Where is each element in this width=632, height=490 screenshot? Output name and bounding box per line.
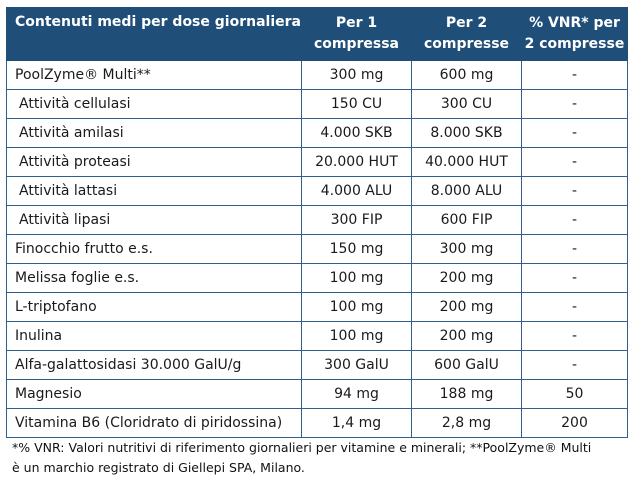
amount-per-1: 300 mg — [302, 61, 412, 90]
ingredient-name: Inulina — [7, 322, 302, 351]
amount-per-1: 100 mg — [302, 293, 412, 322]
amount-per-2: 188 mg — [412, 380, 522, 409]
table-row — [7, 119, 628, 148]
ingredient-name: Attività lattasi — [7, 177, 302, 206]
header-content — [7, 8, 302, 61]
amount-per-2: 300 CU — [412, 90, 522, 119]
table-row — [7, 206, 628, 235]
table-row — [7, 264, 628, 293]
header-vnr-line1: % VNR* per — [529, 15, 620, 31]
ingredient-name: Melissa foglie e.s. — [7, 264, 302, 293]
ingredient-name: Attività amilasi — [7, 119, 302, 148]
vnr-percent: - — [522, 264, 628, 293]
table-row — [7, 148, 628, 177]
header-per-1-line2: compressa — [313, 36, 400, 52]
amount-per-2: 600 mg — [412, 61, 522, 90]
ingredient-name: Magnesio — [7, 380, 302, 409]
amount-per-2: 8.000 ALU — [412, 177, 522, 206]
amount-per-1: 4.000 SKB — [302, 119, 412, 148]
vnr-percent: - — [522, 235, 628, 264]
table-row — [7, 409, 628, 438]
table-row — [7, 177, 628, 206]
header-row — [7, 8, 628, 61]
ingredient-name: PoolZyme® Multi** — [7, 61, 302, 90]
amount-per-1: 100 mg — [302, 264, 412, 293]
amount-per-2: 300 mg — [412, 235, 522, 264]
table-row — [7, 90, 628, 119]
vnr-percent: - — [522, 322, 628, 351]
vnr-percent: - — [522, 119, 628, 148]
header-per-1 — [302, 8, 412, 61]
amount-per-1: 300 GalU — [302, 351, 412, 380]
nutrition-table-container — [6, 7, 627, 438]
vnr-percent: - — [522, 206, 628, 235]
ingredient-name: Attività cellulasi — [7, 90, 302, 119]
table-row — [7, 351, 628, 380]
header-per-1-line1: Per 1 — [335, 15, 378, 31]
vnr-percent: - — [522, 351, 628, 380]
amount-per-2: 600 FIP — [412, 206, 522, 235]
header-vnr — [522, 8, 628, 61]
header-content-label: Contenuti medi per dose giornaliera — [15, 14, 301, 30]
amount-per-1: 100 mg — [302, 322, 412, 351]
vnr-percent: 200 — [522, 409, 628, 438]
amount-per-1: 150 mg — [302, 235, 412, 264]
nutrition-table — [6, 7, 628, 438]
header-per-2-line1: Per 2 — [445, 15, 488, 31]
amount-per-2: 2,8 mg — [412, 409, 522, 438]
amount-per-2: 200 mg — [412, 264, 522, 293]
table-row — [7, 61, 628, 90]
amount-per-2: 600 GalU — [412, 351, 522, 380]
amount-per-1: 300 FIP — [302, 206, 412, 235]
vnr-percent: - — [522, 148, 628, 177]
footnote — [12, 438, 624, 478]
header-per-2 — [412, 8, 522, 61]
footnote-line-1: *% VNR: Valori nutritivi di riferimento giornalieri per vitamine e minerali; **PoolZyme® Multi — [12, 440, 592, 455]
ingredient-name: Vitamina B6 (Cloridrato di piridossina) — [7, 409, 302, 438]
ingredient-name: L-triptofano — [7, 293, 302, 322]
vnr-percent: - — [522, 177, 628, 206]
table-header — [7, 8, 628, 61]
ingredient-name: Finocchio frutto e.s. — [7, 235, 302, 264]
table-row — [7, 235, 628, 264]
amount-per-1: 4.000 ALU — [302, 177, 412, 206]
amount-per-2: 8.000 SKB — [412, 119, 522, 148]
table-row — [7, 380, 628, 409]
footnote-line-2: è un marchio registrato di Giellepi SPA, Milano. — [12, 460, 305, 475]
amount-per-2: 200 mg — [412, 293, 522, 322]
table-body — [7, 61, 628, 438]
ingredient-name: Alfa-galattosidasi 30.000 GalU/g — [7, 351, 302, 380]
vnr-percent: 50 — [522, 380, 628, 409]
amount-per-1: 150 CU — [302, 90, 412, 119]
amount-per-1: 20.000 HUT — [302, 148, 412, 177]
ingredient-name: Attività lipasi — [7, 206, 302, 235]
table-row — [7, 322, 628, 351]
vnr-percent: - — [522, 90, 628, 119]
header-per-2-line2: compresse — [423, 36, 510, 52]
header-vnr-line2: 2 compresse — [524, 36, 625, 52]
amount-per-1: 1,4 mg — [302, 409, 412, 438]
vnr-percent: - — [522, 293, 628, 322]
table-row — [7, 293, 628, 322]
ingredient-name: Attività proteasi — [7, 148, 302, 177]
vnr-percent: - — [522, 61, 628, 90]
amount-per-1: 94 mg — [302, 380, 412, 409]
amount-per-2: 40.000 HUT — [412, 148, 522, 177]
amount-per-2: 200 mg — [412, 322, 522, 351]
